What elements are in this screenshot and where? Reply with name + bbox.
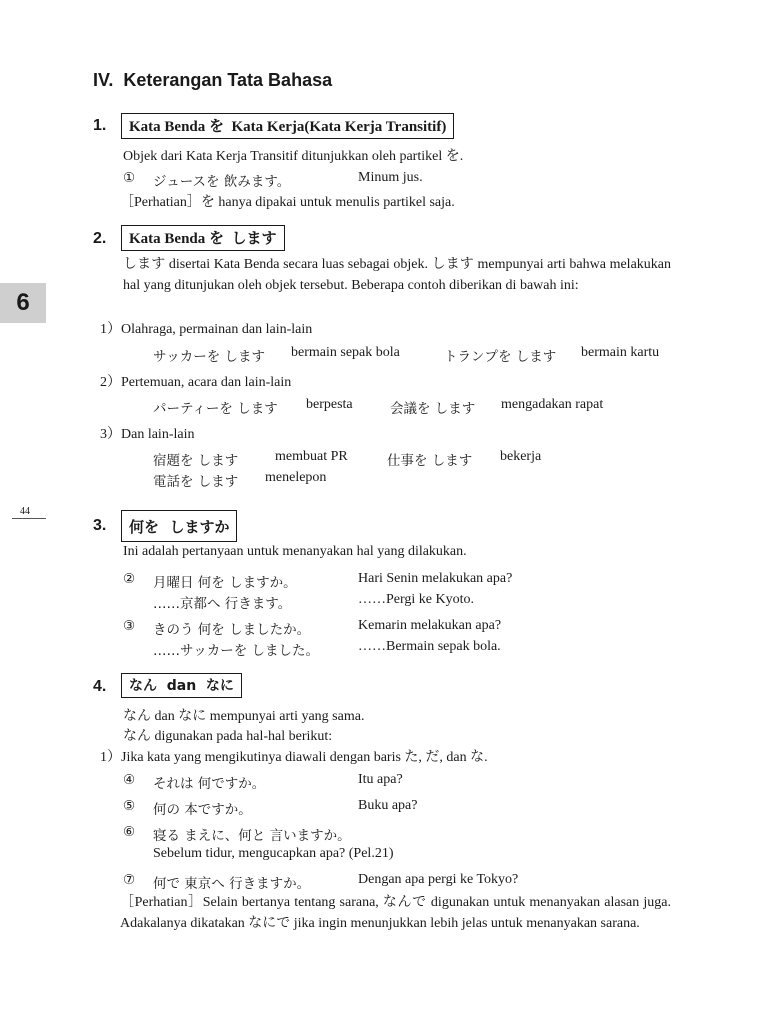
s4-ex7-translation: Dengan apa pergi ke Tokyo?	[358, 872, 519, 887]
s3-ex3-translation: Kemarin melakukan apa?	[358, 618, 502, 633]
page-number: 44	[20, 506, 30, 517]
s2-sub3-heading: 3）Dan lain-lain	[100, 427, 195, 442]
s2-sub1-a-id: bermain sepak bola	[291, 345, 400, 360]
s4-ex5-marker: ⑤	[123, 798, 136, 814]
s3-ex2-marker: ②	[123, 571, 136, 587]
chapter-tab	[0, 283, 46, 323]
chapter-number: 6	[16, 289, 30, 316]
s4-line1: なん dan なに mempunyai arti yang sama.	[123, 709, 365, 724]
s3-ex3-jp: きのう 何を しましたか。	[153, 622, 311, 638]
s4-heading-box: なん dan なに	[121, 673, 242, 698]
s2-paragraph: します disertai Kata Benda secara luas sebagai objek. します mempunyai arti bahwa melakukan hal yang ditunjukan oleh objek tersebut. Beberapa contoh diberikan di bawah ini:	[123, 257, 671, 293]
s4-ex4-translation: Itu apa?	[358, 772, 403, 787]
s2-sub2-a-jp: パーティーを します	[153, 401, 278, 417]
s3-ex2-answer-jp: ……京都へ 行きます。	[153, 596, 292, 612]
s2-sub3-c-id: menelepon	[265, 470, 327, 485]
s1-example-marker: ①	[123, 170, 136, 186]
s2-sub1-heading: 1）Olahraga, permainan dan lain-lain	[100, 322, 313, 337]
s2-sub3-c-jp: 電話を します	[153, 474, 239, 490]
s2-sub2-b-jp: 会議を します	[390, 401, 476, 417]
s3-ex2-translation: Hari Senin melakukan apa?	[358, 571, 513, 586]
s4-ex6-jp: 寝る まえに、何と 言いますか。	[153, 828, 351, 844]
s4-ex5-translation: Buku apa?	[358, 798, 418, 813]
s2-sub1-b-id: bermain kartu	[581, 345, 660, 360]
page-number-rule	[12, 518, 46, 519]
s3-ex2-answer-translation: ……Pergi ke Kyoto.	[358, 592, 475, 607]
s3-heading-box: 何を しますか	[121, 510, 237, 542]
s4-ex4-jp: それは 何ですか。	[153, 776, 266, 792]
s4-number: 4.	[93, 678, 107, 695]
s2-sub2-a-id: berpesta	[306, 397, 353, 412]
s2-number: 2.	[93, 230, 107, 247]
s2-sub1-b-jp: トランプを します	[444, 349, 557, 365]
s3-ex3-marker: ③	[123, 618, 136, 634]
s2-sub3-b-id: bekerja	[500, 449, 542, 464]
s1-description: Objek dari Kata Kerja Transitif ditunjukkan oleh partikel を.	[123, 149, 464, 164]
s4-ex6-marker: ⑥	[123, 824, 136, 840]
s4-ex7-marker: ⑦	[123, 872, 136, 888]
s4-ex7-jp: 何で 東京へ 行きますか。	[153, 876, 311, 892]
section-title: IV. Keterangan Tata Bahasa	[93, 70, 333, 90]
s1-heading-box: Kata Benda を Kata Kerja(Kata Kerja Transitif)	[121, 113, 454, 139]
s1-example-jp: ジュースを 飲みます。	[153, 174, 291, 190]
s2-sub3-b-jp: 仕事を します	[387, 453, 473, 469]
s4-note: ［Perhatian］Selain bertanya tentang sarana, なんで digunakan untuk menanyakan alasan juga. Adakalanya dikatakan なにで jika ingin menunjukkan lebih jelas untuk menanyakan sarana.	[120, 895, 671, 931]
s3-number: 3.	[93, 517, 107, 534]
s2-sub3-a-jp: 宿題を します	[153, 453, 239, 469]
s4-ex4-marker: ④	[123, 772, 136, 788]
s2-heading-box: Kata Benda を します	[121, 225, 285, 251]
s1-number: 1.	[93, 117, 107, 134]
s4-line2: なん digunakan pada hal-hal berikut:	[123, 729, 333, 744]
s2-sub2-heading: 2）Pertemuan, acara dan lain-lain	[100, 375, 292, 390]
s3-ex3-answer-jp: ……サッカーを しました。	[153, 643, 320, 659]
s4-ex5-jp: 何の 本ですか。	[153, 802, 252, 818]
s2-sub3-a-id: membuat PR	[275, 449, 348, 464]
s3-description: Ini adalah pertanyaan untuk menanyakan hal yang dilakukan.	[123, 544, 467, 559]
s4-ex6-translation: Sebelum tidur, mengucapkan apa? (Pel.21)	[153, 846, 394, 861]
s3-ex2-jp: 月曜日 何を しますか。	[153, 575, 297, 591]
s3-ex3-answer-translation: ……Bermain sepak bola.	[358, 639, 501, 654]
s2-sub2-b-id: mengadakan rapat	[501, 397, 604, 412]
s4-sub1-heading: 1）Jika kata yang mengikutinya diawali dengan baris た, だ, dan な.	[100, 750, 488, 765]
s2-sub1-a-jp: サッカーを します	[153, 349, 266, 365]
s1-example-translation: Minum jus.	[358, 170, 423, 185]
s1-note: ［Perhatian］を hanya dipakai untuk menulis partikel saja.	[120, 195, 455, 210]
